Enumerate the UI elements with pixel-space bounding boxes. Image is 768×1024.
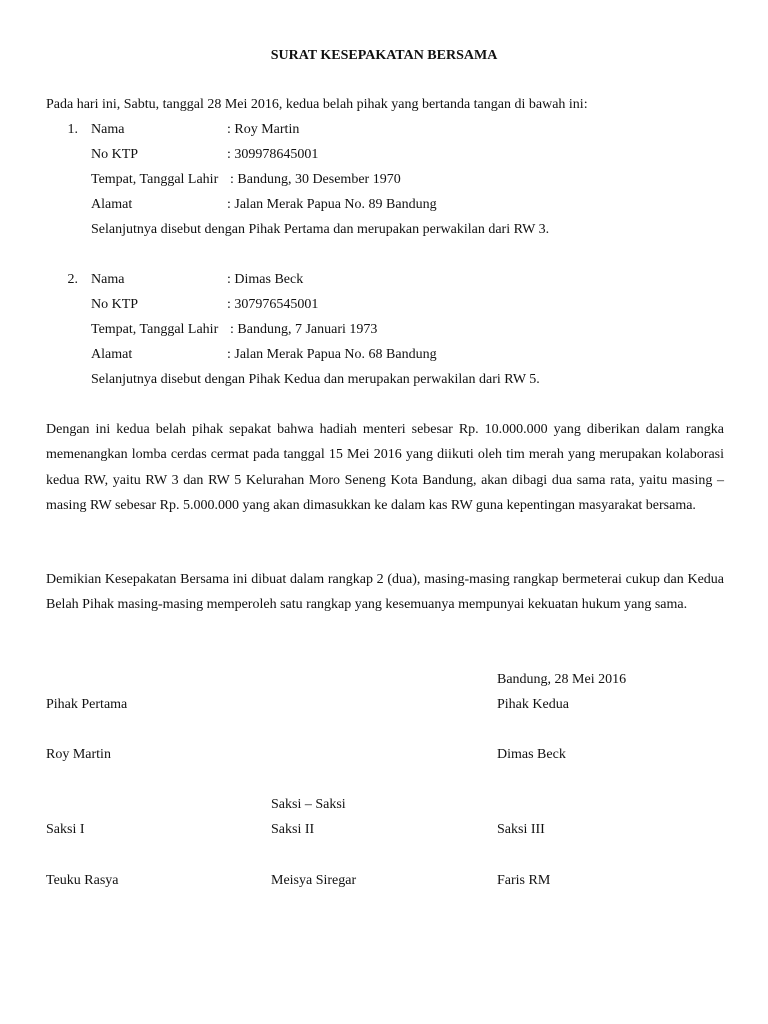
party-1-nama-label: Nama	[91, 122, 125, 137]
party-2-ktp-value: : 307976545001	[227, 297, 319, 312]
saksi-2-name: Meisya Siregar	[271, 873, 357, 888]
party-2-ktp-label: No KTP	[91, 297, 139, 312]
saksi-1-label: Saksi I	[46, 822, 85, 837]
party-2-ttl-label: Tempat, Tanggal Lahir	[91, 322, 219, 337]
saksi-3-name: Faris RM	[497, 873, 551, 888]
pihak-kedua-name: Dimas Beck	[497, 747, 566, 762]
pihak-kedua-label: Pihak Kedua	[497, 697, 569, 712]
party-1-ttl-label: Tempat, Tanggal Lahir	[91, 172, 219, 187]
saksi-heading: Saksi – Saksi	[271, 797, 346, 812]
party-1-ktp-label: No KTP	[91, 147, 139, 162]
party-2-ttl-value: : Bandung, 7 Januari 1973	[230, 322, 378, 337]
closing-paragraph: Demikian Kesepakatan Bersama ini dibuat dalam rangkap 2 (dua), masing-masing rangkap bermeterai cukup dan Kedua Belah Pihak masing-masing memperoleh satu rangkap yang kesemuanya mempunyai kekuatan hukum yang sama.	[46, 572, 724, 613]
place-date: Bandung, 28 Mei 2016	[497, 672, 627, 687]
saksi-2-label: Saksi II	[271, 822, 315, 837]
party-2-alamat-value: : Jalan Merak Papua No. 68 Bandung	[227, 347, 437, 362]
party-1-alamat-value: : Jalan Merak Papua No. 89 Bandung	[227, 197, 437, 212]
party-1-ttl-value: : Bandung, 30 Desember 1970	[230, 172, 401, 187]
saksi-1-name: Teuku Rasya	[46, 873, 119, 888]
pihak-pertama-label: Pihak Pertama	[46, 697, 128, 712]
party-2-nama-label: Nama	[91, 272, 125, 287]
party-2-note: Selanjutnya disebut dengan Pihak Kedua dan merupakan perwakilan dari RW 5.	[91, 372, 540, 387]
party-2-nama-value: : Dimas Beck	[227, 272, 304, 287]
intro-text: Pada hari ini, Sabtu, tanggal 28 Mei 2016, kedua belah pihak yang bertanda tangan di bawah ini:	[46, 97, 588, 112]
party-1-ktp-value: : 309978645001	[227, 147, 319, 162]
party-1-alamat-label: Alamat	[91, 197, 133, 212]
party-2-number: 2.	[67, 272, 78, 287]
saksi-3-label: Saksi III	[497, 822, 545, 837]
document-title: SURAT KESEPAKATAN BERSAMA	[270, 48, 498, 63]
pihak-pertama-name: Roy Martin	[46, 747, 111, 762]
party-1-note: Selanjutnya disebut dengan Pihak Pertama dan merupakan perwakilan dari RW 3.	[91, 222, 550, 237]
party-1-nama-value: : Roy Martin	[227, 122, 300, 137]
agreement-paragraph: Dengan ini kedua belah pihak sepakat bahwa hadiah menteri sebesar Rp. 10.000.000 yang diberikan dalam rangka memenangkan lomba cerdas cermat pada tanggal 15 Mei 2016 yang diikuti oleh tim merah yang merupakan kolaborasi kedua RW, yaitu RW 3 dan RW 5 Kelurahan Moro Seneng Kota Bandung, akan dibagi dua sama rata, yaitu masing – masing RW sebesar Rp. 5.000.000 yang akan dimasukkan ke dalam kas RW guna kepentingan masyarakat bersama.	[46, 422, 724, 513]
party-2-alamat-label: Alamat	[91, 347, 133, 362]
party-1-number: 1.	[67, 122, 78, 137]
